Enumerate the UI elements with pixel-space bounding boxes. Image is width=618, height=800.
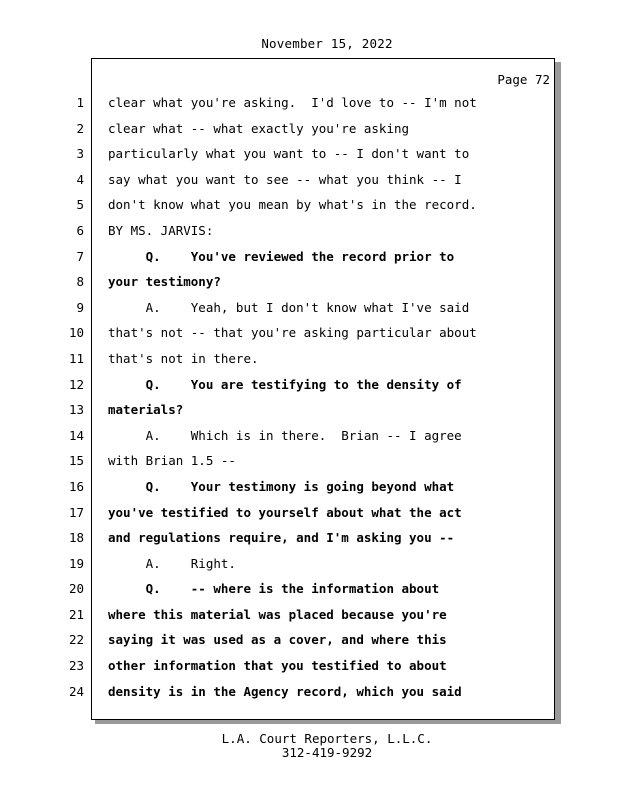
line-text: where this material was placed because you're	[108, 606, 447, 622]
line-number: 24	[68, 683, 84, 699]
line-number: 23	[68, 658, 84, 674]
line-text: and regulations require, and I'm asking you --	[108, 530, 455, 546]
transcript-line	[0, 320, 618, 346]
line-text: A. Which is in there. Brian -- I agree	[108, 427, 462, 443]
line-text: particularly what you want to -- I don't want to	[108, 146, 470, 162]
line-text: clear what -- what exactly you're asking	[108, 120, 410, 136]
transcript-line	[0, 500, 618, 526]
line-number: 2	[76, 120, 84, 136]
line-number: 14	[68, 427, 84, 443]
transcript-line	[0, 474, 618, 500]
transcript-line	[0, 423, 618, 449]
line-number: 1	[76, 95, 84, 110]
line-number: 4	[76, 171, 84, 187]
transcript-line	[0, 192, 618, 218]
line-text: don't know what you mean by what's in the record.	[108, 197, 477, 213]
transcript-line	[0, 90, 618, 116]
line-text: Q. You are testifying to the density of	[108, 376, 462, 392]
line-text: clear what you're asking. I'd love to -- I'm not	[108, 95, 477, 110]
line-number: 7	[76, 248, 84, 264]
line-number: 21	[68, 606, 84, 622]
line-number: 20	[68, 581, 84, 597]
line-text: Q. -- where is the information about	[108, 581, 440, 597]
transcript-line	[0, 679, 618, 705]
line-text: saying it was used as a cover, and where this	[108, 632, 447, 648]
transcript-date: November 15, 2022	[261, 36, 393, 51]
transcript-line	[0, 141, 618, 167]
transcript-line	[0, 397, 618, 423]
line-text: Q. You've reviewed the record prior to	[108, 248, 455, 264]
line-number: 17	[68, 504, 84, 520]
line-text: that's not in there.	[108, 350, 259, 366]
line-text: BY MS. JARVIS:	[108, 222, 214, 238]
line-text: that's not -- that you're asking particular about	[108, 325, 477, 341]
line-number: 16	[68, 478, 84, 494]
line-number: 6	[76, 222, 84, 238]
transcript-line	[0, 116, 618, 142]
transcript-line	[0, 295, 618, 321]
line-number: 22	[68, 632, 84, 648]
line-text: say what you want to see -- what you think -- I	[108, 171, 462, 187]
transcript-lines	[0, 90, 618, 704]
line-number: 19	[68, 555, 84, 571]
line-text: density is in the Agency record, which you said	[108, 683, 462, 699]
line-text: your testimony?	[108, 274, 221, 290]
line-text: you've testified to yourself about what the act	[108, 504, 462, 520]
line-number: 11	[68, 350, 84, 366]
footer	[0, 732, 618, 760]
reporter-company: L.A. Court Reporters, L.L.C.	[221, 731, 433, 746]
line-number: 9	[76, 299, 84, 315]
transcript-line	[0, 448, 618, 474]
line-number: 18	[68, 530, 84, 546]
transcript-line	[0, 167, 618, 193]
transcript-line	[0, 269, 618, 295]
line-text: Q. Your testimony is going beyond what	[108, 478, 455, 494]
line-text: other information that you testified to about	[108, 658, 447, 674]
transcript-line	[0, 551, 618, 577]
line-number: 12	[68, 376, 84, 392]
transcript-line	[0, 653, 618, 679]
line-number: 5	[76, 197, 84, 213]
line-text: materials?	[108, 402, 184, 418]
transcript-line	[0, 346, 618, 372]
transcript-line	[0, 218, 618, 244]
line-text: with Brian 1.5 --	[108, 453, 236, 469]
page-number: Page 72	[497, 72, 550, 87]
line-number: 10	[68, 325, 84, 341]
reporter-phone: 312-419-9292	[281, 745, 373, 760]
transcript-line	[0, 602, 618, 628]
transcript-line	[0, 244, 618, 270]
transcript-line	[0, 627, 618, 653]
transcript-line	[0, 576, 618, 602]
line-number: 8	[76, 274, 84, 290]
line-number: 13	[68, 402, 84, 418]
line-text: A. Right.	[108, 555, 236, 571]
transcript-line	[0, 525, 618, 551]
line-number: 15	[68, 453, 84, 469]
line-number: 3	[76, 146, 84, 162]
line-text: A. Yeah, but I don't know what I've said	[108, 299, 470, 315]
transcript-line	[0, 372, 618, 398]
